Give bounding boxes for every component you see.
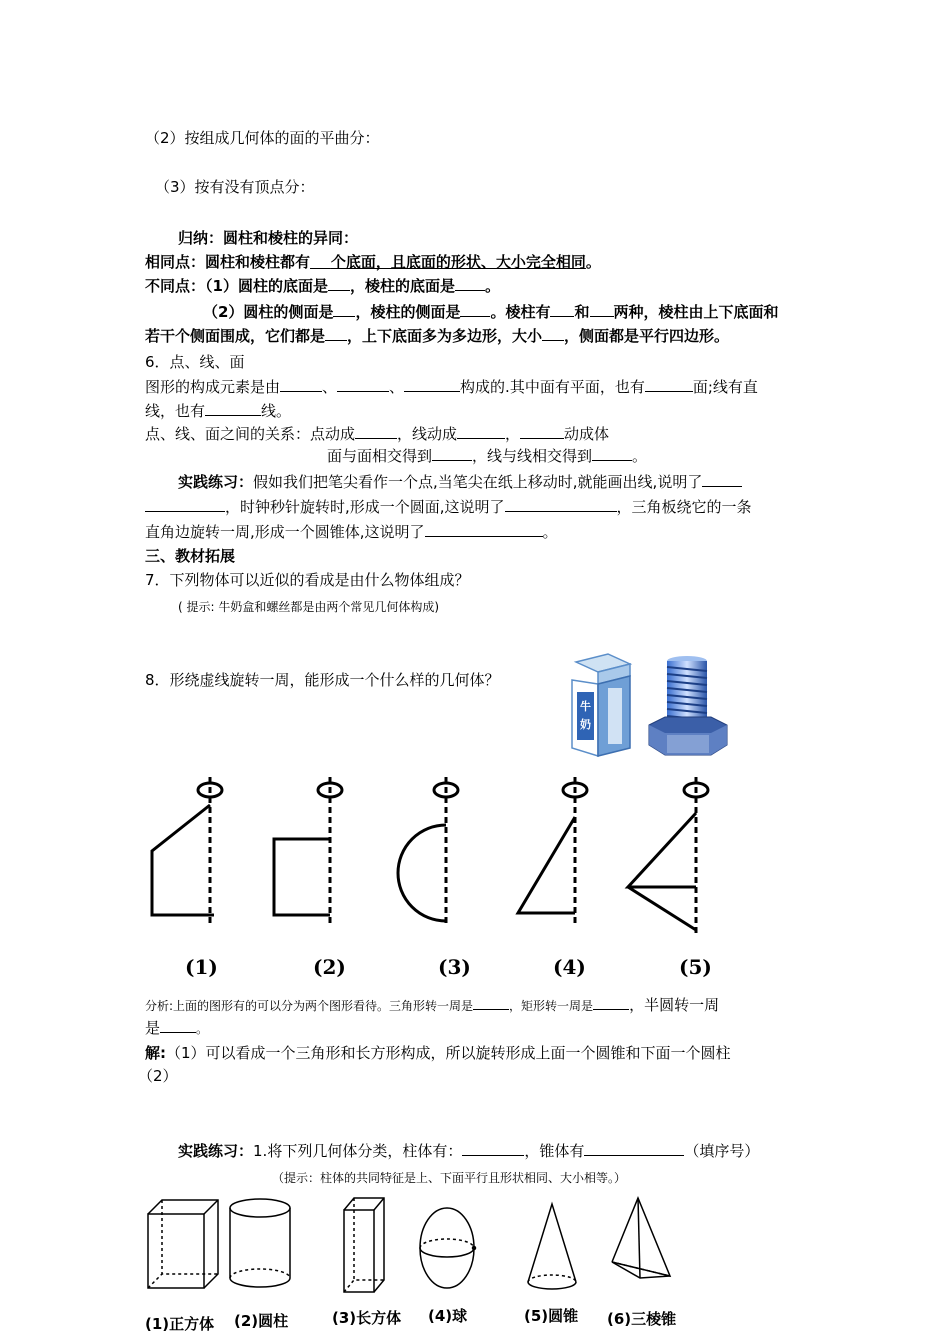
question-7: 7．下列物体可以近似的看成是由什么物体组成？ bbox=[145, 571, 470, 589]
blank[interactable] bbox=[702, 472, 742, 487]
solution-line-2: （2） bbox=[138, 1067, 178, 1085]
analysis-line-1: 分析:上面的图形有的可以分为两个图形看待。三角形转一周是 ，矩形转一周是 ，半圆转一周 bbox=[145, 996, 720, 1014]
similarity-line: 相同点：圆柱和棱柱都有 个底面，且底面的形状、大小完全相同。 bbox=[145, 253, 601, 271]
practice-line-1: 实践练习：假如我们把笔尖看作一个点,当笔尖在纸上移动时,就能画出线,说明了 bbox=[178, 472, 742, 492]
blank[interactable] bbox=[550, 302, 574, 317]
blank[interactable] bbox=[337, 377, 389, 392]
blank[interactable] bbox=[325, 326, 347, 341]
line-classify-by-vertex: （3）按有没有顶点分： bbox=[155, 178, 315, 196]
blank[interactable] bbox=[404, 377, 460, 392]
analysis-line-2: 是 。 bbox=[145, 1019, 209, 1037]
milk-label-top: 牛 bbox=[580, 700, 591, 713]
solid-cylinder bbox=[230, 1199, 290, 1287]
rotation-figure-1 bbox=[152, 777, 222, 925]
rotation-figures bbox=[140, 765, 740, 965]
bolt-image bbox=[645, 655, 730, 757]
solid-label-3: (3)长方体 bbox=[332, 1309, 402, 1327]
blank[interactable] bbox=[542, 326, 564, 341]
blank[interactable] bbox=[460, 302, 490, 317]
rotation-figure-label-1: (1) bbox=[185, 955, 218, 979]
rotation-figure-5 bbox=[628, 777, 708, 935]
practice-2-hint: （提示：柱体的共同特征是上、下面平行且形状相同、大小相等。） bbox=[272, 1171, 627, 1185]
question-7-hint: ( 提示: 牛奶盒和螺丝都是由两个常见几何体构成) bbox=[178, 600, 440, 614]
blank[interactable] bbox=[455, 276, 485, 291]
blank[interactable] bbox=[505, 497, 617, 512]
blank[interactable] bbox=[333, 302, 355, 317]
blank[interactable] bbox=[592, 446, 632, 461]
rotation-figure-4 bbox=[518, 777, 587, 925]
difference-line-2: （2）圆柱的侧面是 ，棱柱的侧面是 。棱柱有 和 两种，棱柱由上下底面和 bbox=[203, 303, 779, 321]
blank[interactable] bbox=[205, 401, 261, 416]
blank[interactable] bbox=[160, 1020, 196, 1033]
solid-label-5: (5)圆锥 bbox=[524, 1307, 579, 1325]
blank[interactable] bbox=[145, 497, 225, 512]
line-classify-by-surface: （2）按组成几何体的面的平曲分： bbox=[145, 129, 380, 147]
blank[interactable] bbox=[355, 424, 397, 439]
blank[interactable] bbox=[645, 377, 693, 392]
section-6-line-1: 图形的构成元素是由 、 、 构成的.其中面有平面，也有 面;线有直 bbox=[145, 378, 758, 396]
milk-label-bottom: 奶 bbox=[580, 718, 591, 731]
solid-label-2: (2)圆柱 bbox=[234, 1312, 289, 1330]
rotation-figure-3 bbox=[398, 777, 458, 925]
question-8: 8．形绕虚线旋转一周，能形成一个什么样的几何体？ bbox=[145, 671, 500, 689]
solid-cube bbox=[148, 1200, 218, 1288]
solid-label-4: (4)球 bbox=[428, 1307, 468, 1325]
rotation-figure-label-5: (5) bbox=[679, 955, 712, 979]
blank[interactable] bbox=[280, 377, 322, 392]
practice-line-3: 直角边旋转一周,形成一个圆锥体,这说明了 。 bbox=[145, 523, 558, 541]
milk-carton-image bbox=[568, 652, 638, 757]
blank[interactable] bbox=[457, 424, 505, 439]
difference-line-1: 不同点：（1）圆柱的底面是 ，棱柱的底面是 。 bbox=[145, 277, 500, 295]
solid-sphere bbox=[420, 1208, 476, 1288]
solution-line-1: 解:（1）可以看成一个三角形和长方形构成，所以旋转形成上面一个圆锥和下面一个圆柱 bbox=[145, 1044, 731, 1062]
section-6-line-3: 点、线、面之间的关系：点动成 ，线动成 ， 动成体 bbox=[145, 425, 610, 443]
blank[interactable] bbox=[473, 997, 509, 1010]
blank[interactable] bbox=[593, 997, 629, 1010]
solid-label-6: (6)三棱锥 bbox=[607, 1310, 677, 1328]
solid-label-1: (1)正方体 bbox=[145, 1315, 215, 1333]
section-6-title: 6．点、线、面 bbox=[145, 353, 245, 371]
practice-2-line: 实践练习：1.将下列几何体分类，柱体有： ，锥体有 （填序号） bbox=[178, 1142, 760, 1160]
section-6-line-2: 线，也有 线。 bbox=[145, 402, 292, 420]
blank[interactable] bbox=[462, 1141, 524, 1156]
difference-line-3: 若干个侧面围成，它们都是 ，上下底面多为多边形，大小 ，侧面都是平行四边形。 bbox=[145, 327, 730, 345]
blank[interactable] bbox=[425, 522, 543, 537]
blank[interactable] bbox=[584, 1141, 684, 1156]
blank[interactable] bbox=[590, 302, 614, 317]
blank[interactable] bbox=[520, 424, 564, 439]
practice-line-2: ，时钟秒针旋转时,形成一个圆面,这说明了 ，三角板绕它的一条 bbox=[145, 497, 752, 517]
rotation-figure-label-4: (4) bbox=[553, 955, 586, 979]
blank[interactable] bbox=[328, 276, 350, 291]
rotation-figure-label-3: (3) bbox=[438, 955, 471, 979]
section-3-title: 三、教材拓展 bbox=[145, 547, 236, 565]
rotation-figure-2 bbox=[274, 777, 342, 925]
solid-triangular-pyramid bbox=[612, 1198, 670, 1278]
solid-cone bbox=[528, 1204, 576, 1289]
summary-heading: 归纳：圆柱和棱柱的异同： bbox=[178, 229, 359, 247]
rotation-figure-label-2: (2) bbox=[313, 955, 346, 979]
section-6-line-4: 面与面相交得到 ，线与线相交得到 。 bbox=[327, 447, 648, 465]
blank[interactable] bbox=[432, 446, 472, 461]
solids-figures bbox=[140, 1192, 700, 1302]
solid-cuboid bbox=[344, 1198, 384, 1292]
